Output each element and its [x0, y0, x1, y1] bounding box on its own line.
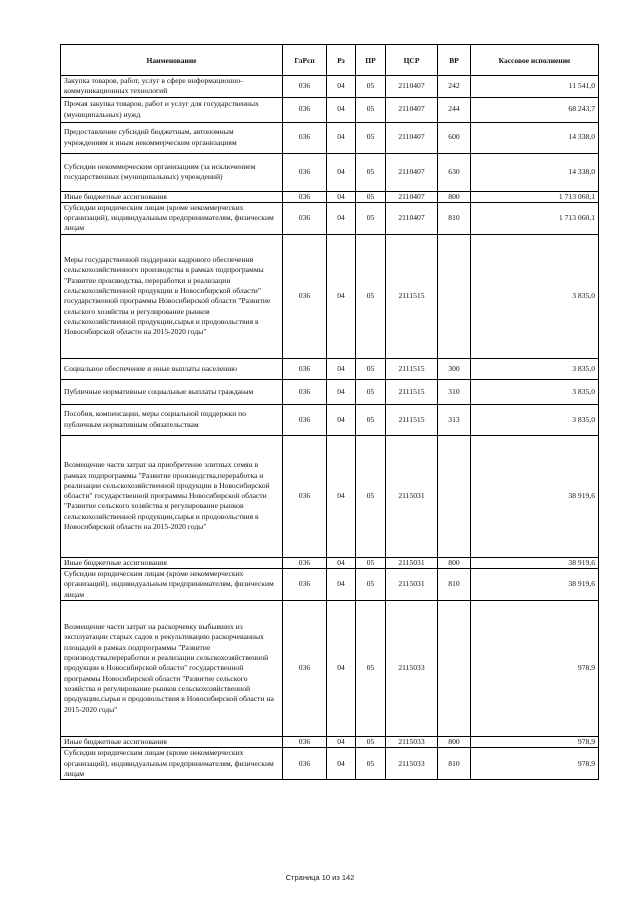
cell-pr: 05: [356, 379, 386, 404]
cell-rz: 04: [327, 379, 356, 404]
cell-amount: 3 835,0: [471, 234, 599, 358]
cell-name: Возмещение части затрат на приобретение элитных семян в рамках подпрограммы "Развитие производства,переработка и реализации сельскохозяйственной продукции в Новосибирской области" государственной программы Новосибирской области "Развитие сельского хозяйства и регулирование рынков сельскохозяйственной продукции,сырья и продовольствия в Новосибирской области на 2015-2020 годы": [61, 435, 283, 557]
cell-name: Закупка товаров, работ, услуг в сфере информационно-коммуникационных технологий: [61, 76, 283, 98]
cell-name: Иные бюджетные ассигнования: [61, 557, 283, 568]
cell-rz: 04: [327, 191, 356, 202]
cell-amount: 1 713 060,1: [471, 202, 599, 234]
table-row: [61, 358, 599, 379]
header-pr: ПР: [356, 45, 386, 76]
cell-glrsp: 036: [283, 404, 327, 435]
table-header-row: [61, 45, 599, 76]
cell-pr: 05: [356, 736, 386, 747]
cell-csr: 2115033: [386, 736, 438, 747]
cell-glrsp: 036: [283, 234, 327, 358]
cell-amount: 978,9: [471, 736, 599, 747]
cell-csr: 2110407: [386, 202, 438, 234]
cell-amount: 38 919,6: [471, 557, 599, 568]
cell-glrsp: 036: [283, 600, 327, 736]
cell-rz: 04: [327, 202, 356, 234]
page-number: Страница 10 из 142: [285, 873, 355, 882]
cell-vr: 810: [438, 569, 471, 601]
cell-rz: 04: [327, 234, 356, 358]
cell-pr: 05: [356, 76, 386, 98]
cell-glrsp: 036: [283, 76, 327, 98]
cell-glrsp: 036: [283, 748, 327, 780]
cell-amount: 1 713 060,1: [471, 191, 599, 202]
cell-amount: 14 338,0: [471, 153, 599, 191]
cell-name: Иные бюджетные ассигнования: [61, 736, 283, 747]
cell-name: Возмещение части затрат на раскорчевку выбывших из эксплуатации старых садов и рекультивацию раскорчеванных площадей в рамках подпрограммы "Развитие производства,переработки и реализации сельскохозяйственной продукции в Новосибирской области" государственной программы Новосибирской области "Развитие сельского хозяйства и регулирование рынков сельскохозяйственной продукции,сырья и продовольствия в Новосибирской области на 2015-2020 годы": [61, 600, 283, 736]
table-row: [61, 379, 599, 404]
table-row: [61, 736, 599, 747]
cell-rz: 04: [327, 600, 356, 736]
cell-glrsp: 036: [283, 435, 327, 557]
cell-vr: 810: [438, 202, 471, 234]
cell-pr: 05: [356, 202, 386, 234]
cell-amount: 978,9: [471, 600, 599, 736]
header-amount: Кассовое исполнение: [471, 45, 599, 76]
cell-amount: 38 919,6: [471, 435, 599, 557]
cell-vr: 800: [438, 191, 471, 202]
cell-name: Субсидии юридическим лицам (кроме некоммерческих организаций), индивидуальным предпринимателям, физическим лицам: [61, 569, 283, 601]
cell-csr: 2111515: [386, 234, 438, 358]
budget-execution-table: [60, 44, 599, 780]
cell-pr: 05: [356, 435, 386, 557]
cell-name: Субсидии юридическим лицам (кроме некоммерческих организаций), индивидуальным предпринимателям, физическим лицам: [61, 202, 283, 234]
cell-vr: 600: [438, 122, 471, 153]
cell-vr: 300: [438, 358, 471, 379]
table-row: [61, 435, 599, 557]
cell-glrsp: 036: [283, 569, 327, 601]
cell-name: Прочая закупка товаров, работ и услуг для государственных (муниципальных) нужд: [61, 97, 283, 122]
table-row: [61, 557, 599, 568]
cell-amount: 3 835,0: [471, 358, 599, 379]
cell-glrsp: 036: [283, 97, 327, 122]
cell-csr: 2110407: [386, 76, 438, 98]
header-vr: ВР: [438, 45, 471, 76]
table-row: [61, 191, 599, 202]
cell-rz: 04: [327, 569, 356, 601]
cell-csr: 2110407: [386, 153, 438, 191]
cell-pr: 05: [356, 191, 386, 202]
cell-glrsp: 036: [283, 122, 327, 153]
cell-csr: 2111515: [386, 404, 438, 435]
cell-name: Меры государственной поддержки кадрового обеспечения сельскохозяйственного производства в рамках подпрограммы "Развитие производства, переработки и реализации сельскохозяйственной продукции в Новосибирской области" государственной программы Новосибирской области "Развитие сельского хозяйства и регулирование рынков сельскохозяйственной продукции,сырья и продовольствия в Новосибирской области на 2015-2020 годы": [61, 234, 283, 358]
cell-name: Пособия, компенсации, меры социальной поддержки по публичным нормативным обязательствам: [61, 404, 283, 435]
cell-amount: 11 541,0: [471, 76, 599, 98]
cell-csr: 2115033: [386, 748, 438, 780]
cell-amount: 14 338,0: [471, 122, 599, 153]
cell-glrsp: 036: [283, 557, 327, 568]
cell-amount: 978,9: [471, 748, 599, 780]
cell-rz: 04: [327, 736, 356, 747]
table-row: [61, 97, 599, 122]
cell-name: Социальное обеспечение и иные выплаты населению: [61, 358, 283, 379]
cell-rz: 04: [327, 557, 356, 568]
cell-vr: 313: [438, 404, 471, 435]
cell-glrsp: 036: [283, 191, 327, 202]
cell-csr: 2110407: [386, 122, 438, 153]
cell-csr: 2115031: [386, 557, 438, 568]
cell-csr: 2111515: [386, 358, 438, 379]
table-row: [61, 600, 599, 736]
cell-csr: 2111515: [386, 379, 438, 404]
cell-pr: 05: [356, 153, 386, 191]
header-csr: ЦСР: [386, 45, 438, 76]
cell-rz: 04: [327, 76, 356, 98]
cell-rz: 04: [327, 358, 356, 379]
cell-glrsp: 036: [283, 202, 327, 234]
table-row: [61, 234, 599, 358]
header-rz: Рз: [327, 45, 356, 76]
cell-pr: 05: [356, 234, 386, 358]
cell-csr: 2110407: [386, 191, 438, 202]
cell-rz: 04: [327, 97, 356, 122]
cell-csr: 2115033: [386, 600, 438, 736]
cell-amount: 68 243,7: [471, 97, 599, 122]
table-row: [61, 122, 599, 153]
table-row: [61, 153, 599, 191]
cell-rz: 04: [327, 404, 356, 435]
cell-amount: 3 835,0: [471, 379, 599, 404]
cell-csr: 2110407: [386, 97, 438, 122]
header-glrsp: ГлРсп: [283, 45, 327, 76]
cell-name: Предоставление субсидий бюджетным, автономным учреждениям и иным некоммерческим организациям: [61, 122, 283, 153]
cell-rz: 04: [327, 122, 356, 153]
table-row: [61, 76, 599, 98]
cell-vr: 310: [438, 379, 471, 404]
cell-vr: 800: [438, 736, 471, 747]
cell-glrsp: 036: [283, 379, 327, 404]
cell-rz: 04: [327, 435, 356, 557]
cell-pr: 05: [356, 748, 386, 780]
cell-vr: [438, 435, 471, 557]
cell-vr: 800: [438, 557, 471, 568]
cell-name: Субсидии юридическим лицам (кроме некоммерческих организаций), индивидуальным предпринимателям, физическим лицам: [61, 748, 283, 780]
cell-pr: 05: [356, 358, 386, 379]
cell-amount: 38 919,6: [471, 569, 599, 601]
cell-pr: 05: [356, 122, 386, 153]
cell-pr: 05: [356, 600, 386, 736]
table-row: [61, 748, 599, 780]
cell-rz: 04: [327, 153, 356, 191]
cell-name: Субсидии некоммерческим организациям (за исключением государственных (муниципальных) учреждений): [61, 153, 283, 191]
cell-pr: 05: [356, 404, 386, 435]
cell-csr: 2115031: [386, 435, 438, 557]
cell-name: Иные бюджетные ассигнования: [61, 191, 283, 202]
cell-pr: 05: [356, 569, 386, 601]
cell-amount: 3 835,0: [471, 404, 599, 435]
table-row: [61, 202, 599, 234]
cell-glrsp: 036: [283, 153, 327, 191]
cell-csr: 2115031: [386, 569, 438, 601]
cell-vr: 810: [438, 748, 471, 780]
cell-vr: 244: [438, 97, 471, 122]
cell-vr: [438, 600, 471, 736]
table-row: [61, 404, 599, 435]
cell-glrsp: 036: [283, 736, 327, 747]
cell-vr: 630: [438, 153, 471, 191]
cell-pr: 05: [356, 557, 386, 568]
cell-rz: 04: [327, 748, 356, 780]
cell-name: Публичные нормативные социальные выплаты гражданам: [61, 379, 283, 404]
cell-glrsp: 036: [283, 358, 327, 379]
cell-pr: 05: [356, 97, 386, 122]
header-name: Наименование: [61, 45, 283, 76]
table-row: [61, 569, 599, 601]
cell-vr: 242: [438, 76, 471, 98]
cell-vr: [438, 234, 471, 358]
